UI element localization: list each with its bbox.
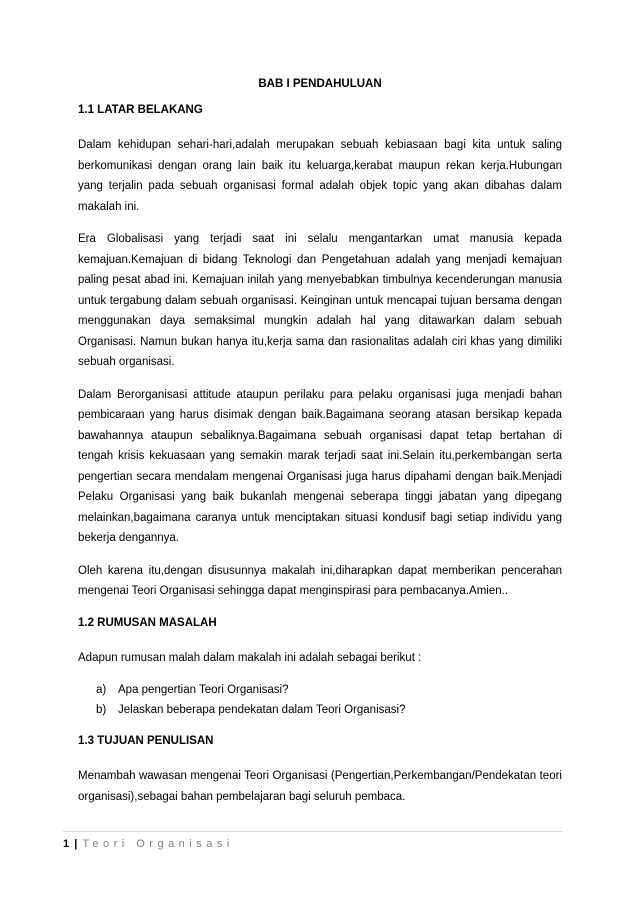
question-list bbox=[78, 680, 562, 720]
list-marker: b) bbox=[96, 704, 107, 716]
section-heading-latar-belakang: 1.1 LATAR BELAKANG bbox=[78, 104, 203, 116]
paragraph: Oleh karena itu,dengan disusunnya makalah ini,diharapkan dapat memberikan pencerahan mengenai Teori Organisasi sehingga dapat menginspirasi para pembacanya.Amien.. bbox=[78, 564, 562, 597]
list-item bbox=[96, 700, 562, 720]
footer-text: Teori Organisasi bbox=[82, 838, 234, 850]
section-heading-tujuan-penulisan: 1.3 TUJUAN PENULISAN bbox=[78, 735, 214, 747]
footer-separator: | bbox=[74, 838, 78, 850]
paragraph: Dalam Berorganisasi attitude ataupun perilaku para pelaku organisasi juga menjadi bahan pembicaraan yang harus disimak dengan baik.Bagaimana seorang atasan bersikap kepada bawahannya ataupun sebaliknya.Bagaimana sebuah organisasi dapat tetap bertahan di tengah krisis kekuasaan yang semakin marak terjadi saat ini.Selain itu,perkembangan serta pengertian secara mendalam mengenai Organisasi juga harus dipahami dengan baik.Menjadi Pelaku Organisasi yang baik bukanlah mengenai seberapa tinggi jabatan yang dipegang melainkan,bagaimana caranya untuk menciptakan situasi kondusif bagi setiap individu yang bekerja dengannya. bbox=[78, 388, 562, 544]
section-heading-rumusan-masalah: 1.2 RUMUSAN MASALAH bbox=[78, 616, 217, 629]
page-content bbox=[78, 75, 562, 819]
paragraph: Era Globalisasi yang terjadi saat ini selalu mengantarkan umat manusia kepada kemajuan.Kemajuan di bidang Teknologi dan Pengetahuan adalah yang menjadi kemajuan paling pesat abad ini. Kemajuan inilah yang menyebabkan timbulnya kecenderungan manusia untuk tergabung dalam sebuah organisasi. Keinginan untuk mencapai tujuan bersama dengan menggunakan daya semaksimal mungkin adalah hal yang ditawarkan dalam sebuah Organisasi. Namun bukan hanya itu,kerja sama dan rasionalitas adalah ciri khas yang dimiliki sebuah organisasi. bbox=[78, 233, 562, 368]
page-number: 1 bbox=[63, 838, 70, 850]
document-title: BAB I PENDAHULUAN bbox=[258, 78, 382, 90]
paragraph: Adapun rumusan malah dalam makalah ini adalah sebagai berikut : bbox=[78, 651, 422, 664]
paragraph: Dalam kehidupan sehari-hari,adalah merupakan sebuah kebiasaan bagi kita untuk saling berkomunikasi dengan orang lain baik itu keluarga,kerabat maupun rekan kerja.Hubungan yang terjalin pada sebuah organisasi formal adalah objek topic yang akan dibahas dalam makalah ini. bbox=[78, 139, 562, 213]
paragraph: Menambah wawasan mengenai Teori Organisasi (Pengertian,Perkembangan/Pendekatan teori organisasi),sebagai bahan pembelajaran bagi seluruh pembaca. bbox=[78, 770, 562, 803]
list-item-text: Jelaskan beberapa pendekatan dalam Teori Organisasi? bbox=[118, 704, 406, 716]
page-footer bbox=[63, 831, 563, 850]
list-marker: a) bbox=[96, 684, 107, 696]
list-item-text: Apa pengertian Teori Organisasi? bbox=[118, 684, 289, 696]
list-item bbox=[96, 680, 562, 700]
